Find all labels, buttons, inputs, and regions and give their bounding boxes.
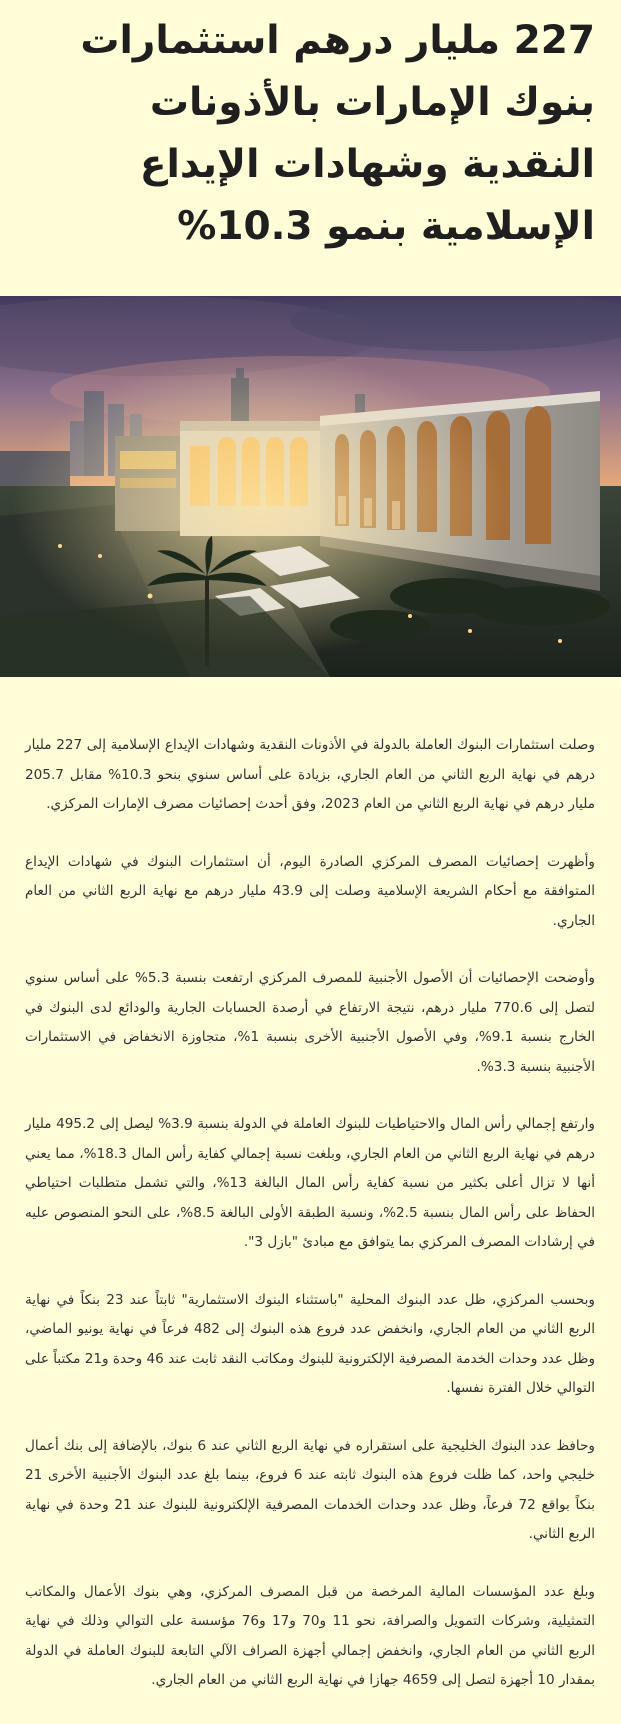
article-paragraph: وبحسب المركزي، ظل عدد البنوك المحلية "باستثناء البنوك الاستثمارية" ثابتاً عند 23 بنكاً في نهاية الربع الثاني من العام الجاري، وانخفض عدد فروع هذه البنوك إلى 482 فرعاً في نهاية يونيو الماضي، وظل عدد وحدات الخدمة المصرفية الإلكترونية للبنوك ومكاتب النقد ثابت عند 46 وحدة و21 مكتباً على التوالي خلال الفترة نفسها. bbox=[25, 1291, 596, 1396]
article-paragraph: وبلغ عدد المؤسسات المالية المرخصة من قبل المصرف المركزي، وهي بنوك الأعمال والمكاتب التمثيلية، وشركات التمويل والصرافة، نحو 11 و70 و17 و76 مؤسسة على التوالي وذلك في نهاية الربع الثاني من العام الجاري، وانخفض إجمالي أجهزة الصراف الآلي التابعة للبنوك العاملة في الدولة بمقدار 10 أجهزة لتصل إلى 4659 جهازا في نهاية الربع الثاني من العام الجاري. bbox=[25, 1583, 596, 1688]
central-bank-building-photo-icon bbox=[0, 296, 621, 677]
article-paragraph: وأظهرت إحصائيات المصرف المركزي الصادرة اليوم، أن استثمارات البنوك في شهادات الإيداع المتوافقة مع أحكام الشريعة الإسلامية وصلت إلى 43.9 مليار درهم مع نهاية الربع الثاني من العام الجاري. bbox=[25, 853, 595, 929]
article-paragraph: وصلت استثمارات البنوك العاملة بالدولة في الأذونات النقدية وشهادات الإيداع الإسلامية إلى 227 مليار درهم في نهاية الربع الثاني من العام الجاري، بزيادة على أساس سنوي بنحو 10.3% مقابل 205.7 مليار درهم في نهاية الربع الثاني من العام 2023، وفق أحدث إحصائيات مصرف الإمارات المركزي. bbox=[25, 737, 595, 812]
article-title: 227 مليار درهم استثمارات بنوك الإمارات بالأذونات النقدية وشهادات الإيداع الإسلامية بنمو 10.3% bbox=[80, 18, 595, 249]
article-paragraph: وحافظ عدد البنوك الخليجية على استقراره في نهاية الربع الثاني عند 6 بنوك، بالإضافة إلى بنك أعمال خليجي واحد، كما ظلت فروع هذه البنوك ثابته عند 6 فروع، بينما بلغ عدد البنوك الأجنبية الأخرى 21 بنكاً بواقع 72 فرعاً، وظل عدد وحدات الخدمات المصرفية الإلكترونية للبنوك عند 21 وحدة في نهاية الربع الثاني. bbox=[25, 1437, 596, 1542]
hero-image bbox=[0, 296, 621, 677]
article-paragraph: وارتفع إجمالي رأس المال والاحتياطيات للبنوك العاملة في الدولة بنسبة 3.9% ليصل إلى 495.2 مليار درهم في نهاية الربع الثاني من العام الجاري، وبلغت نسبة إجمالي كفاية رأس المال 18.3%، مما يعني أنها لا تزال أعلى بكثير من نسبة كفاية رأس المال البالغة 13%، والتي تشمل متطلبات احتياطي الحفاظ على رأس المال بنسبة 2.5%، ونسبة الطبقة الأولى البالغة 8.5%، على النحو المنصوص عليه في إرشادات المصرف المركزي بما يتوافق مع مبادئ "بازل 3". bbox=[25, 1116, 596, 1250]
article-paragraph: وأوضحت الإحصائيات أن الأصول الأجنبية للمصرف المركزي ارتفعت بنسبة 5.3% على أساس سنوي لتصل إلى 770.6 مليار درهم، نتيجة الارتفاع في أرصدة الحسابات الجارية والودائع لدى البنوك في الخارج بنسبة 9.1%، وفي الأصول الأجنبية الأخرى بنسبة 1%، متجاوزة الانخفاض في الاستثمارات الأجنبية بنسبة 3.3%. bbox=[25, 970, 595, 1075]
article-body bbox=[25, 731, 595, 1724]
